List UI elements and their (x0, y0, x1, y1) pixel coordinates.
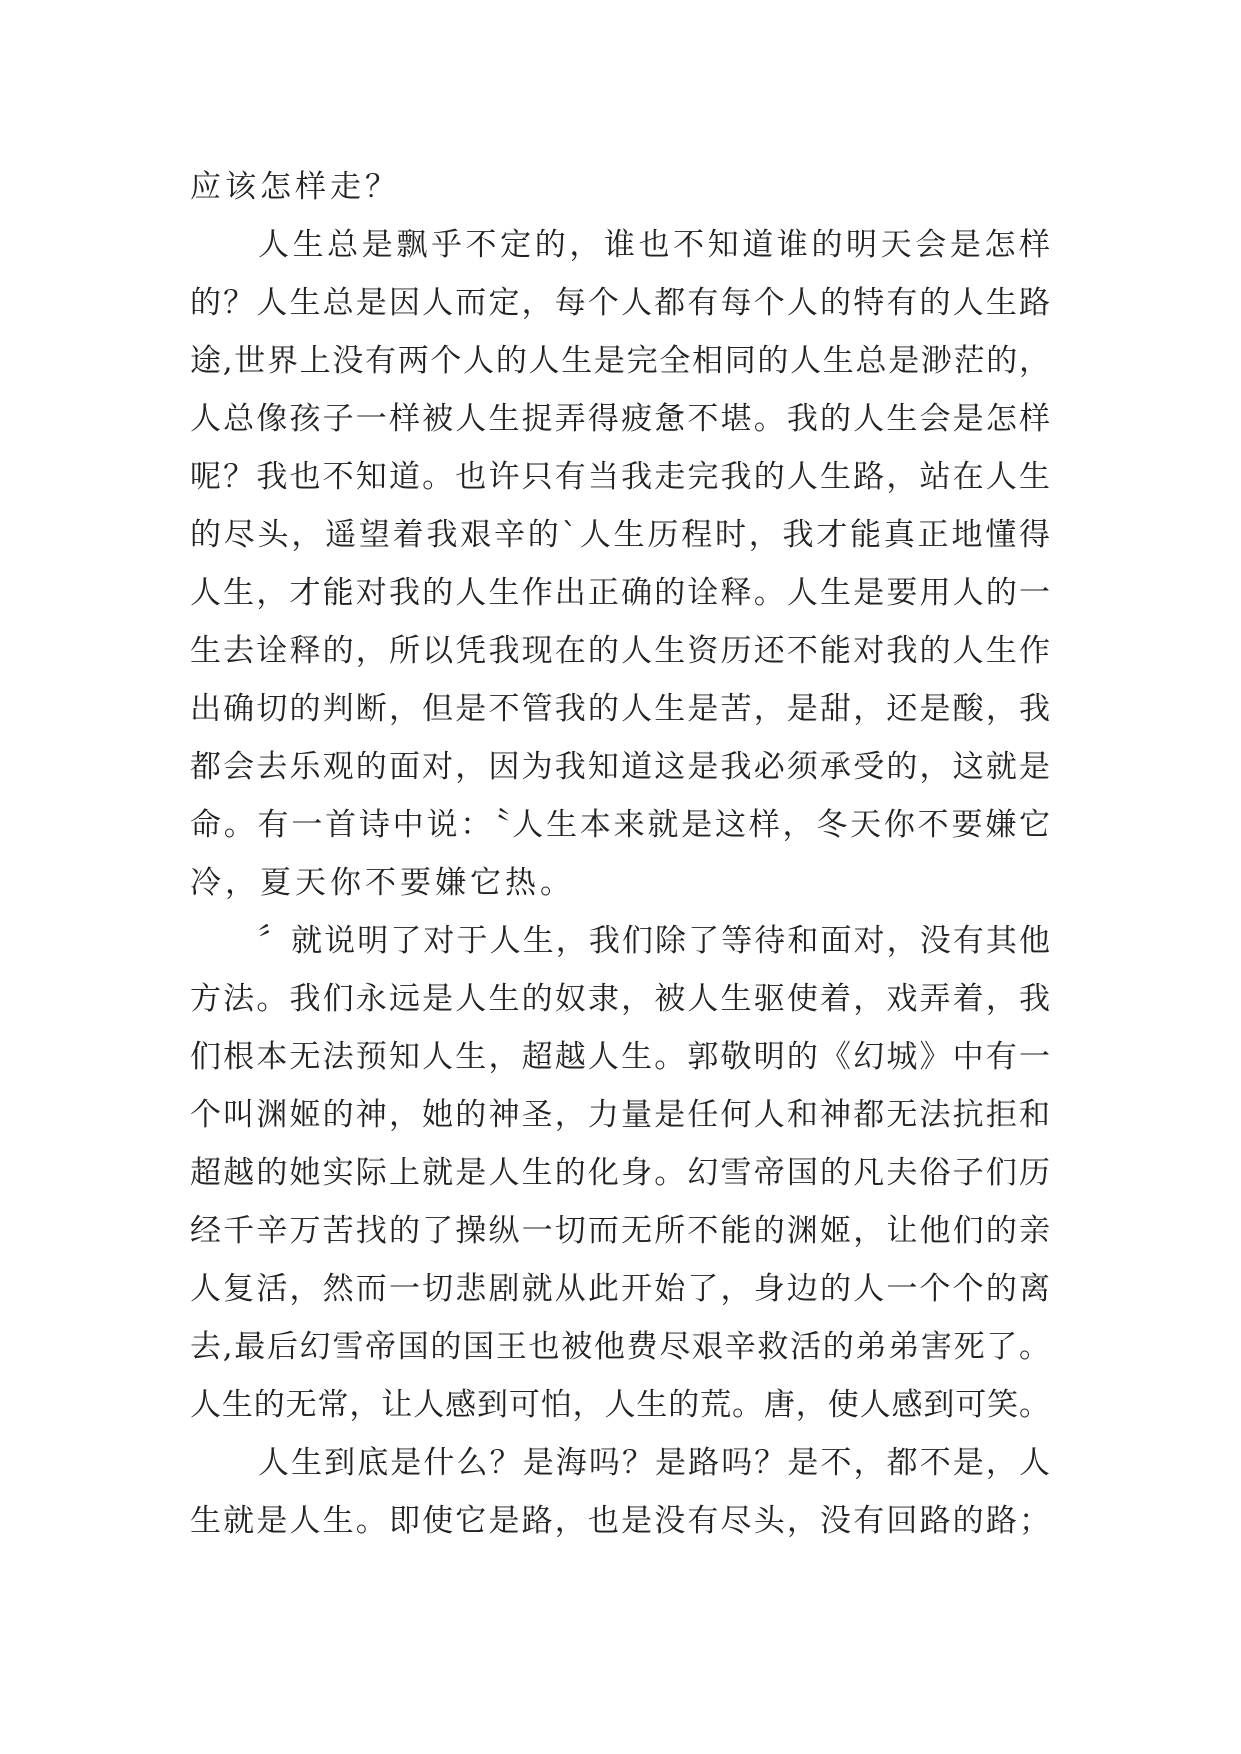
text-line: 命。有一首诗中说：〝人生本来就是这样，冬天你不要嫌它 (190, 807, 1050, 843)
text-line: 人生总是飘乎不定的，谁也不知道谁的明天会是怎样 (258, 227, 1050, 263)
text-line: 人总像孩子一样被人生捉弄得疲惫不堪。我的人生会是怎样 (190, 401, 1050, 437)
text-line: 们根本无法预知人生，超越人生。郭敬明的《幻城》中有一 (190, 1039, 1050, 1075)
text-line: 个叫渊姬的神，她的神圣，力量是任何人和神都无法抗拒和 (190, 1097, 1050, 1133)
text-line: 经千辛万苦找的了操纵一切而无所不能的渊姬，让他们的亲 (190, 1213, 1050, 1249)
text-line: 冷，夏天你不要嫌它热。 (190, 865, 575, 901)
text-line: 途,世界上没有两个人的人生是完全相同的人生总是渺茫的， (190, 343, 1050, 379)
text-line: 的？人生总是因人而定，每个人都有每个人的特有的人生路 (190, 285, 1050, 321)
text-line: 生就是人生。即使它是路，也是没有尽头，没有回路的路； (190, 1503, 1050, 1539)
text-line: 的尽头，遥望着我艰辛的`人生历程时，我才能真正地懂得 (190, 517, 1050, 553)
text-line: 方法。我们永远是人生的奴隶，被人生驱使着，戏弄着，我 (190, 981, 1050, 1017)
text-line: 呢？我也不知道。也许只有当我走完我的人生路，站在人生 (190, 459, 1050, 495)
text-line: 人复活，然而一切悲剧就从此开始了，身边的人一个个的离 (190, 1271, 1050, 1307)
text-line: 去,最后幻雪帝国的国王也被他费尽艰辛救活的弟弟害死了。 (190, 1329, 1050, 1365)
text-line: 人生，才能对我的人生作出正确的诠释。人生是要用人的一 (190, 575, 1050, 611)
text-line: 出确切的判断，但是不管我的人生是苦，是甜，还是酸，我 (190, 691, 1050, 727)
text-line: 应该怎样走？ (190, 169, 400, 205)
text-line: 人生到底是什么？是海吗？是路吗？是不，都不是，人 (258, 1445, 1050, 1481)
text-line: 生去诠释的，所以凭我现在的人生资历还不能对我的人生作 (190, 633, 1050, 669)
body-text (190, 158, 1050, 1550)
text-line: 都会去乐观的面对，因为我知道这是我必须承受的，这就是 (190, 749, 1050, 785)
text-line: 超越的她实际上就是人生的化身。幻雪帝国的凡夫俗子们历 (190, 1155, 1050, 1191)
text-line: 人生的无常，让人感到可怕，人生的荒。唐，使人感到可笑。 (190, 1387, 1050, 1423)
text-line: 〞就说明了对于人生，我们除了等待和面对，没有其他 (258, 923, 1050, 959)
